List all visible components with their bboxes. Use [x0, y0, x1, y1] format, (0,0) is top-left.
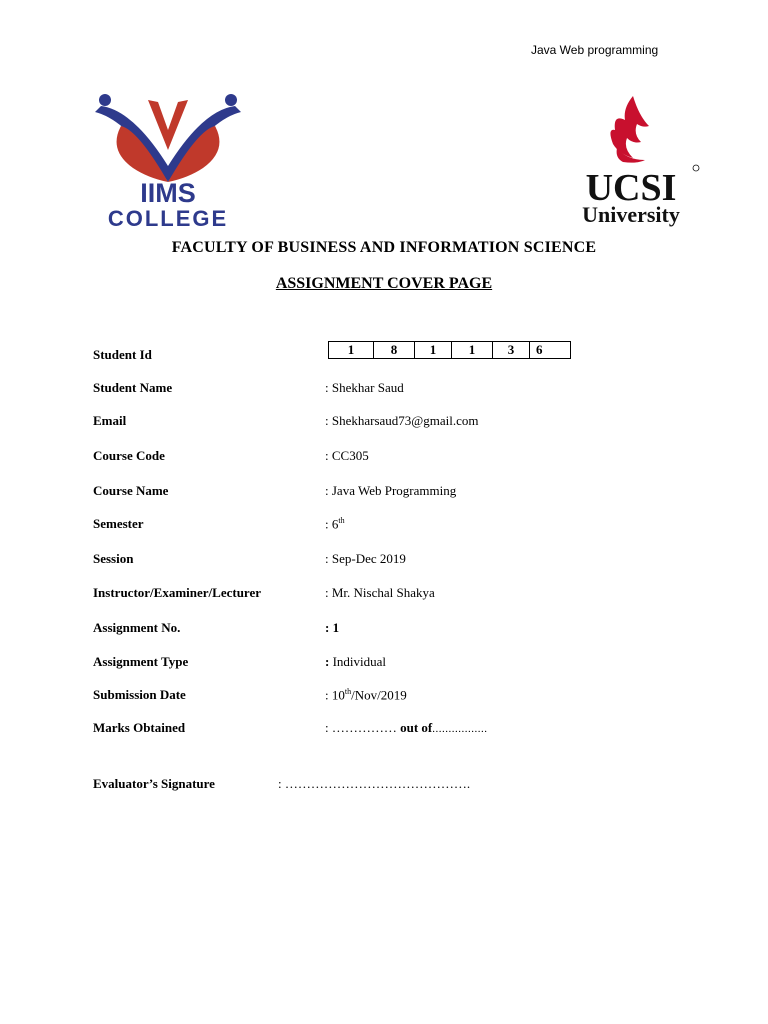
- semester-label: Semester: [93, 516, 144, 531]
- assignment-no-value: : 1: [325, 620, 340, 635]
- session-label: Session: [93, 551, 134, 566]
- header-note: Java Web programming: [531, 43, 659, 57]
- instructor-value: : Mr. Nischal Shakya: [325, 585, 435, 600]
- svg-text:UCSI: UCSI: [585, 167, 677, 209]
- marks-obtained-value: : …………… out of.................: [325, 720, 488, 735]
- evaluator-signature-value: : …………………………………….: [278, 776, 471, 791]
- svg-text:COLLEGE: COLLEGE: [107, 206, 229, 230]
- svg-text:University: University: [582, 202, 680, 227]
- course-name-value: : Java Web Programming: [325, 483, 457, 498]
- assignment-type-label: Assignment Type: [93, 654, 189, 669]
- student-id-digit: 8: [374, 342, 415, 358]
- evaluator-signature-label: Evaluator’s Signature: [93, 776, 215, 791]
- semester-value: : 6th: [325, 516, 345, 532]
- course-name-label: Course Name: [93, 483, 169, 498]
- student-id-digit: 3: [493, 342, 530, 358]
- student-id-box: [328, 341, 571, 359]
- session-value: : Sep-Dec 2019: [325, 551, 406, 566]
- email-value: : Shekharsaud73@gmail.com: [325, 413, 479, 428]
- student-name-label: Student Name: [93, 380, 173, 395]
- course-code-label: Course Code: [93, 448, 165, 463]
- course-code-value: : CC305: [325, 448, 369, 463]
- student-id-digit: 1: [329, 342, 374, 358]
- email-label: Email: [93, 413, 127, 428]
- student-id-digit: 1: [415, 342, 452, 358]
- student-id-label: Student Id: [93, 347, 152, 362]
- iims-college-logo: [93, 90, 243, 230]
- student-id-digit: 6: [536, 342, 543, 357]
- faculty-title: FACULTY OF BUSINESS AND INFORMATION SCIENCE: [171, 239, 597, 256]
- assignment-no-label: Assignment No.: [93, 620, 181, 635]
- marks-obtained-label: Marks Obtained: [93, 720, 186, 735]
- submission-date-label: Submission Date: [93, 687, 186, 702]
- svg-text:IIMS: IIMS: [140, 178, 196, 208]
- ucsi-university-logo: [553, 88, 708, 230]
- student-name-value: : Shekhar Saud: [325, 380, 404, 395]
- submission-date-value: : 10th/Nov/2019: [325, 687, 407, 703]
- assignment-type-value: : Individual: [325, 654, 387, 669]
- instructor-label: Instructor/Examiner/Lecturer: [93, 585, 261, 600]
- student-id-digit: 1: [452, 342, 493, 358]
- cover-page-title: ASSIGNMENT COVER PAGE: [275, 275, 493, 292]
